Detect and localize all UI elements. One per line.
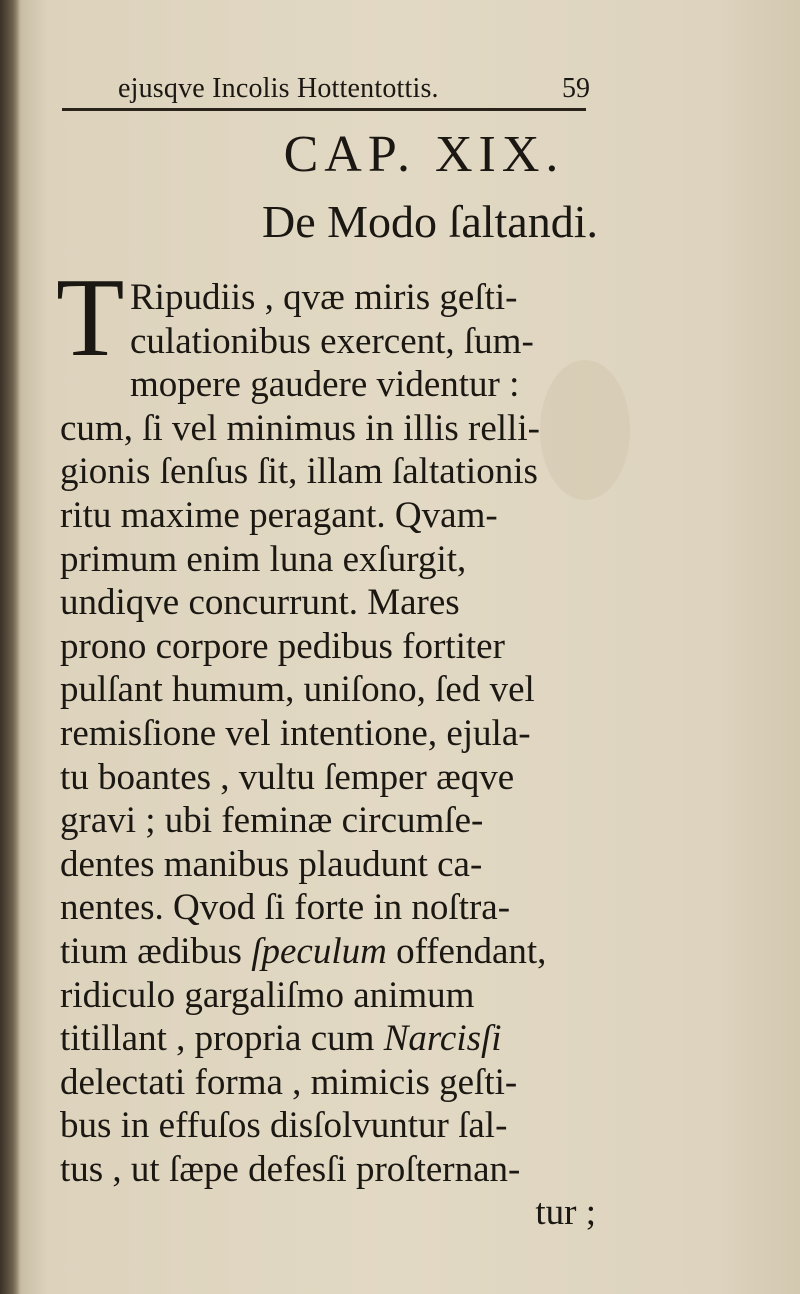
chapter-heading: CAP. XIX.: [283, 126, 565, 183]
text-line: Ripudiis , qvæ miris geſti-: [130, 277, 518, 318]
text-segment: offendant,: [396, 930, 547, 972]
text-segment: tium ædibus: [60, 930, 242, 972]
text-line: primum enim luna exſurgit,: [60, 538, 467, 580]
text-line: pulſant humum, uniſono, ſed vel: [60, 669, 535, 711]
text-line: nentes. Qvod ſi forte in noſtra-: [60, 887, 511, 929]
drop-cap: T: [56, 256, 125, 380]
text-line: [60, 1017, 600, 1061]
text-line: gravi ; ubi feminæ circumſe-: [60, 800, 484, 842]
text-line: tu boantes , vultu ſemper æqve: [60, 756, 515, 798]
text-line: undiqve concurrunt. Mares: [60, 582, 460, 624]
body-text: [60, 276, 600, 1235]
italic-word: Narcisſi: [383, 1018, 502, 1060]
header-rule: [62, 108, 586, 111]
italic-word: ſpeculum: [251, 930, 387, 972]
catchword: tur ;: [535, 1192, 596, 1234]
text-line: tus , ut ſæpe defesſi proſternan-: [60, 1148, 521, 1190]
chapter-title: De Modo ſaltandi.: [262, 196, 598, 247]
text-line: delectati forma , mimicis geſti-: [60, 1061, 518, 1103]
text-line: dentes manibus plaudunt ca-: [60, 843, 483, 885]
text-line: gionis ſenſus ſit, illam ſaltationis: [60, 451, 538, 493]
text-line: cum, ſi vel minimus in illis relli-: [60, 407, 540, 449]
running-head-text: ejusqve Incolis Hottentottis.: [118, 73, 439, 104]
page-number: 59: [562, 73, 590, 104]
text-segment: titillant , propria cum: [60, 1018, 375, 1060]
text-line: culationibus exercent, ſum-: [130, 320, 534, 362]
text-line: prono corpore pedibus fortiter: [60, 625, 505, 667]
text-line: mopere gaudere videntur :: [130, 364, 520, 406]
text-line: ritu maxime peragant. Qvam-: [60, 494, 498, 536]
text-line: bus in effuſos disſolvuntur ſal-: [60, 1105, 508, 1147]
text-line: ridiculo gargaliſmo animum: [60, 974, 475, 1016]
running-head: [118, 72, 590, 112]
text-line: remisſione vel intentione, ejula-: [60, 712, 531, 754]
text-line: [60, 930, 600, 974]
